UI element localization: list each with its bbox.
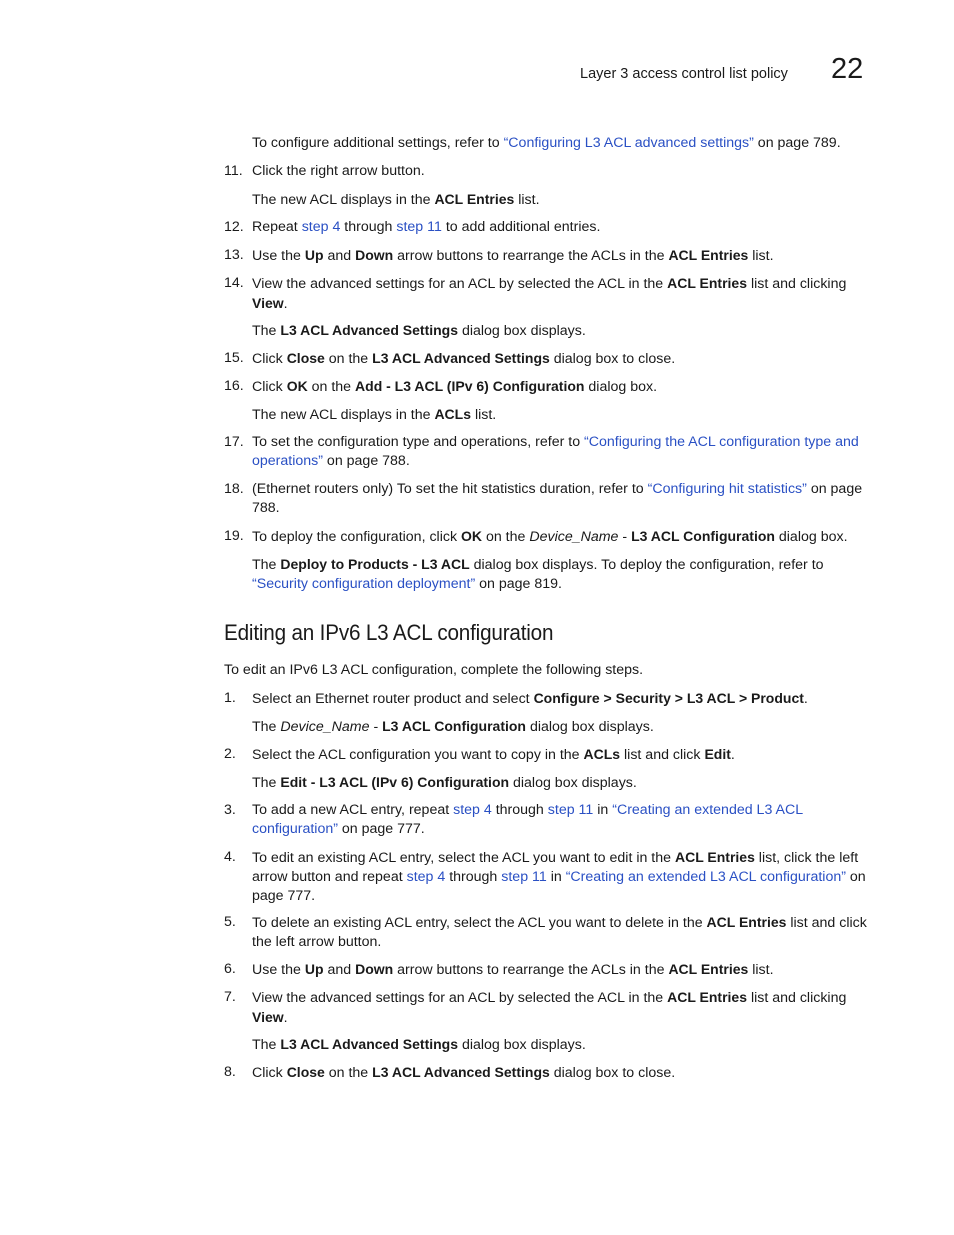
link-configuring-acl-configuration-type[interactable]: “Configuring the ACL configuration type and operations” [252,434,859,469]
paragraph-deploy-to-products: The Deploy to Products - L3 ACL dialog box displays. To deploy the configuration, refer to “Security configuration deployment” on page 819. [252,556,824,592]
running-header-title: Layer 3 access control list policy [580,66,788,82]
link-step-11[interactable]: step 11 [396,219,442,235]
link-security-configuration-deployment[interactable]: “Security configuration deployment” [252,576,476,592]
paragraph-advanced-settings-displays-2: The L3 ACL Advanced Settings dialog box displays. [252,1036,586,1053]
link-configuring-l3-acl-advanced-settings[interactable]: “Configuring L3 ACL advanced settings” [503,135,754,151]
paragraph-new-acl-acls: The new ACL displays in the ACLs list. [252,406,497,423]
link-step-4[interactable]: step 4 [406,869,446,885]
document-page: Layer 3 access control list policy 22 To configure additional settings, refer to “Configuring L3 ACL advanced settings” on page 789. 11. Click the right arrow button. The new ACL displays in the ACL Entries list. 12. Repeat step 4 through step 11 to add additional entries. 13. Use the Up and Down arrow buttons to rearrange the ACLs in the ACL Entries list. 14. View the advanced settings for an ACL by selected the ACL in the ACL Entries list and clicking View. The L3 ACL Advanced Settings dialog box displays. 15. Click Close on the L3 ACL Advanced Settings dialog box to close. 16. Click OK on the Add - L3 ACL (IPv 6) Configuration dialog box. The new ACL displays in the ACLs list. 17. To set the configuration type and operations, refer to “Configuring the ACL configuration type and operations” on page 788. 18. (Ethernet routers only) To set the hit statistics duration, refer to “Configuring hit statistics” on page 788. 19. To deploy the configuration, click OK on the Device_Name - L3 ACL Configuration dialog box. The Deploy to Products - L3 ACL dialog box displays. To deploy the configuration, refer to “Security configuration deployment” on page 819. Editing an IPv6 L3 ACL configuration To edit an IPv6 L3 ACL configuration, complete the following steps. 1. Select an Ethernet router product and select Configure > Security > L3 ACL > Product. The Device_Name - L3 ACL Configuration dialog box displays. 2. Select the ACL configuration you want to copy in the ACLs list and click Edit. The Edit - L3 ACL (IPv 6) Configuration dialog box displays. 3. To add a new ACL entry, repeat step 4 through step 11 in “Creating an extended L3 ACL configuration” on page 777. 4. To edit an existing ACL entry, select the ACL you want to edit in the ACL Entries list, click the left arrow button and repeat step 4 through step 11 in “Creating an extended L3 ACL configuration” on page 777. 5. To delete an existing ACL entry, select the ACL you want to delete in the ACL Entries list and click the left arrow button. 6. Use the Up and Down arrow buttons to rearrange the ACLs in the ACL Entries list. 7. View the advanced settings for an ACL by selected the ACL in the ACL Entries list and clicking View. The L3 ACL Advanced Settings dialog box displays. 8. Click Close on the L3 ACL Advanced Settings dialog box to close. [0,0,954,1235]
section-heading: Editing an IPv6 L3 ACL configuration [224,620,554,645]
link-step-4[interactable]: step 4 [453,802,492,818]
link-configuring-hit-statistics[interactable]: “Configuring hit statistics” [647,481,807,497]
section-intro: To edit an IPv6 L3 ACL configuration, complete the following steps. [224,662,644,678]
link-step-11[interactable]: step 11 [501,869,547,885]
link-step-11[interactable]: step 11 [547,802,594,818]
paragraph-advanced-settings-displays: The L3 ACL Advanced Settings dialog box displays. [252,322,586,339]
paragraph-edit-dialog-displays: The Edit - L3 ACL (IPv 6) Configuration dialog box displays. [252,774,637,791]
paragraph-l3-acl-configuration-displays: The Device_Name - L3 ACL Configuration dialog box displays. [252,718,654,735]
chapter-number: 22 [831,53,864,85]
paragraph-additional-settings: To configure additional settings, refer to “Configuring L3 ACL advanced settings” on page 789. [252,135,841,151]
paragraph-new-acl-entries: The new ACL displays in the ACL Entries list. [252,191,540,208]
link-creating-extended-l3-acl[interactable]: “Creating an extended L3 ACL configuration” [252,802,803,837]
link-creating-extended-l3-acl[interactable]: “Creating an extended L3 ACL configuration” [565,869,846,885]
link-step-4[interactable]: step 4 [301,219,341,235]
